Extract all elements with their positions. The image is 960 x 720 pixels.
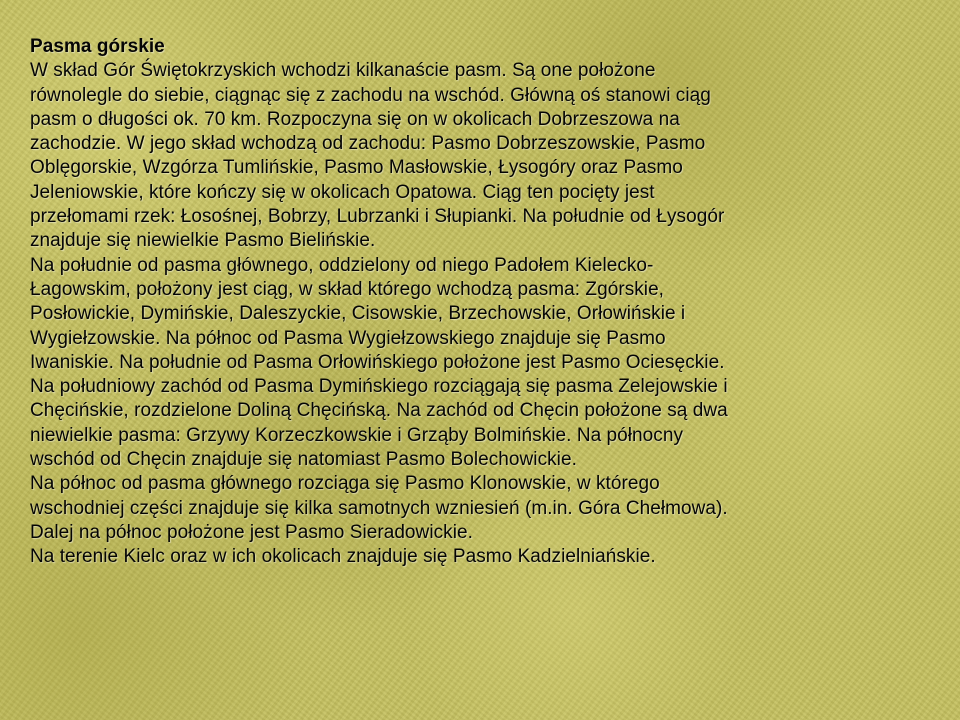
text-line: wschodniej części znajduje się kilka samotnych wzniesień (m.in. Góra Chełmowa). [30,497,728,519]
text-line: W skład Gór Świętokrzyskich wchodzi kilkanaście pasm. Są one położone [30,60,656,82]
text-line: niewielkie pasma: Grzywy Korzeczkowskie i Grząby Bolmińskie. Na północny [30,424,683,446]
text-line: wschód od Chęcin znajduje się natomiast Pasmo Bolechowickie. [30,449,577,471]
text-line: równolegle do siebie, ciągnąc się z zachodu na wschód. Główną oś stanowi ciąg [30,84,711,106]
text-line: Łagowskim, położony jest ciąg, w skład którego wchodzą pasma: Zgórskie, [30,278,665,300]
slide-title: Pasma górskie [30,36,165,57]
text-line: Chęcińskie, rozdzielone Doliną Chęcińską. Na zachód od Chęcin położone są dwa [30,400,728,422]
text-line: Dalej na północ położone jest Pasmo Sieradowickie. [30,521,473,543]
text-line: pasm o długości ok. 70 km. Rozpoczyna się on w okolicach Dobrzeszowa na [30,108,680,130]
text-line: Na południe od pasma głównego, oddzielony od niego Padołem Kielecko- [30,254,654,276]
text-line: Iwaniskie. Na południe od Pasma Orłowińskiego położone jest Pasmo Ociesęckie. [30,351,725,373]
text-line: Na terenie Kielc oraz w ich okolicach znajduje się Pasmo Kadzielniańskie. [30,546,656,568]
text-line: Na północ od pasma głównego rozciąga się Pasmo Klonowskie, w którego [30,473,660,495]
slide-text-block [30,35,930,570]
text-line: Posłowickie, Dymińskie, Daleszyckie, Cisowskie, Brzechowskie, Orłowińskie i [30,303,686,325]
text-line: Na południowy zachód od Pasma Dymińskiego rozciągają się pasma Zelejowskie i [30,376,728,398]
text-line: Wygiełzowskie. Na północ od Pasma Wygiełzowskiego znajduje się Pasmo [30,327,666,349]
text-line: zachodzie. W jego skład wchodzą od zachodu: Pasmo Dobrzeszowskie, Pasmo [30,133,706,155]
text-line: Oblęgorskie, Wzgórza Tumlińskie, Pasmo Masłowskie, Łysogóry oraz Pasmo [30,157,683,179]
text-line: znajduje się niewielkie Pasmo Bielińskie. [30,230,376,252]
text-line: przełomami rzek: Łosośnej, Bobrzy, Lubrzanki i Słupianki. Na południe od Łysogór [30,206,725,228]
text-line: Jeleniowskie, które kończy się w okolicach Opatowa. Ciąg ten pocięty jest [30,181,655,203]
